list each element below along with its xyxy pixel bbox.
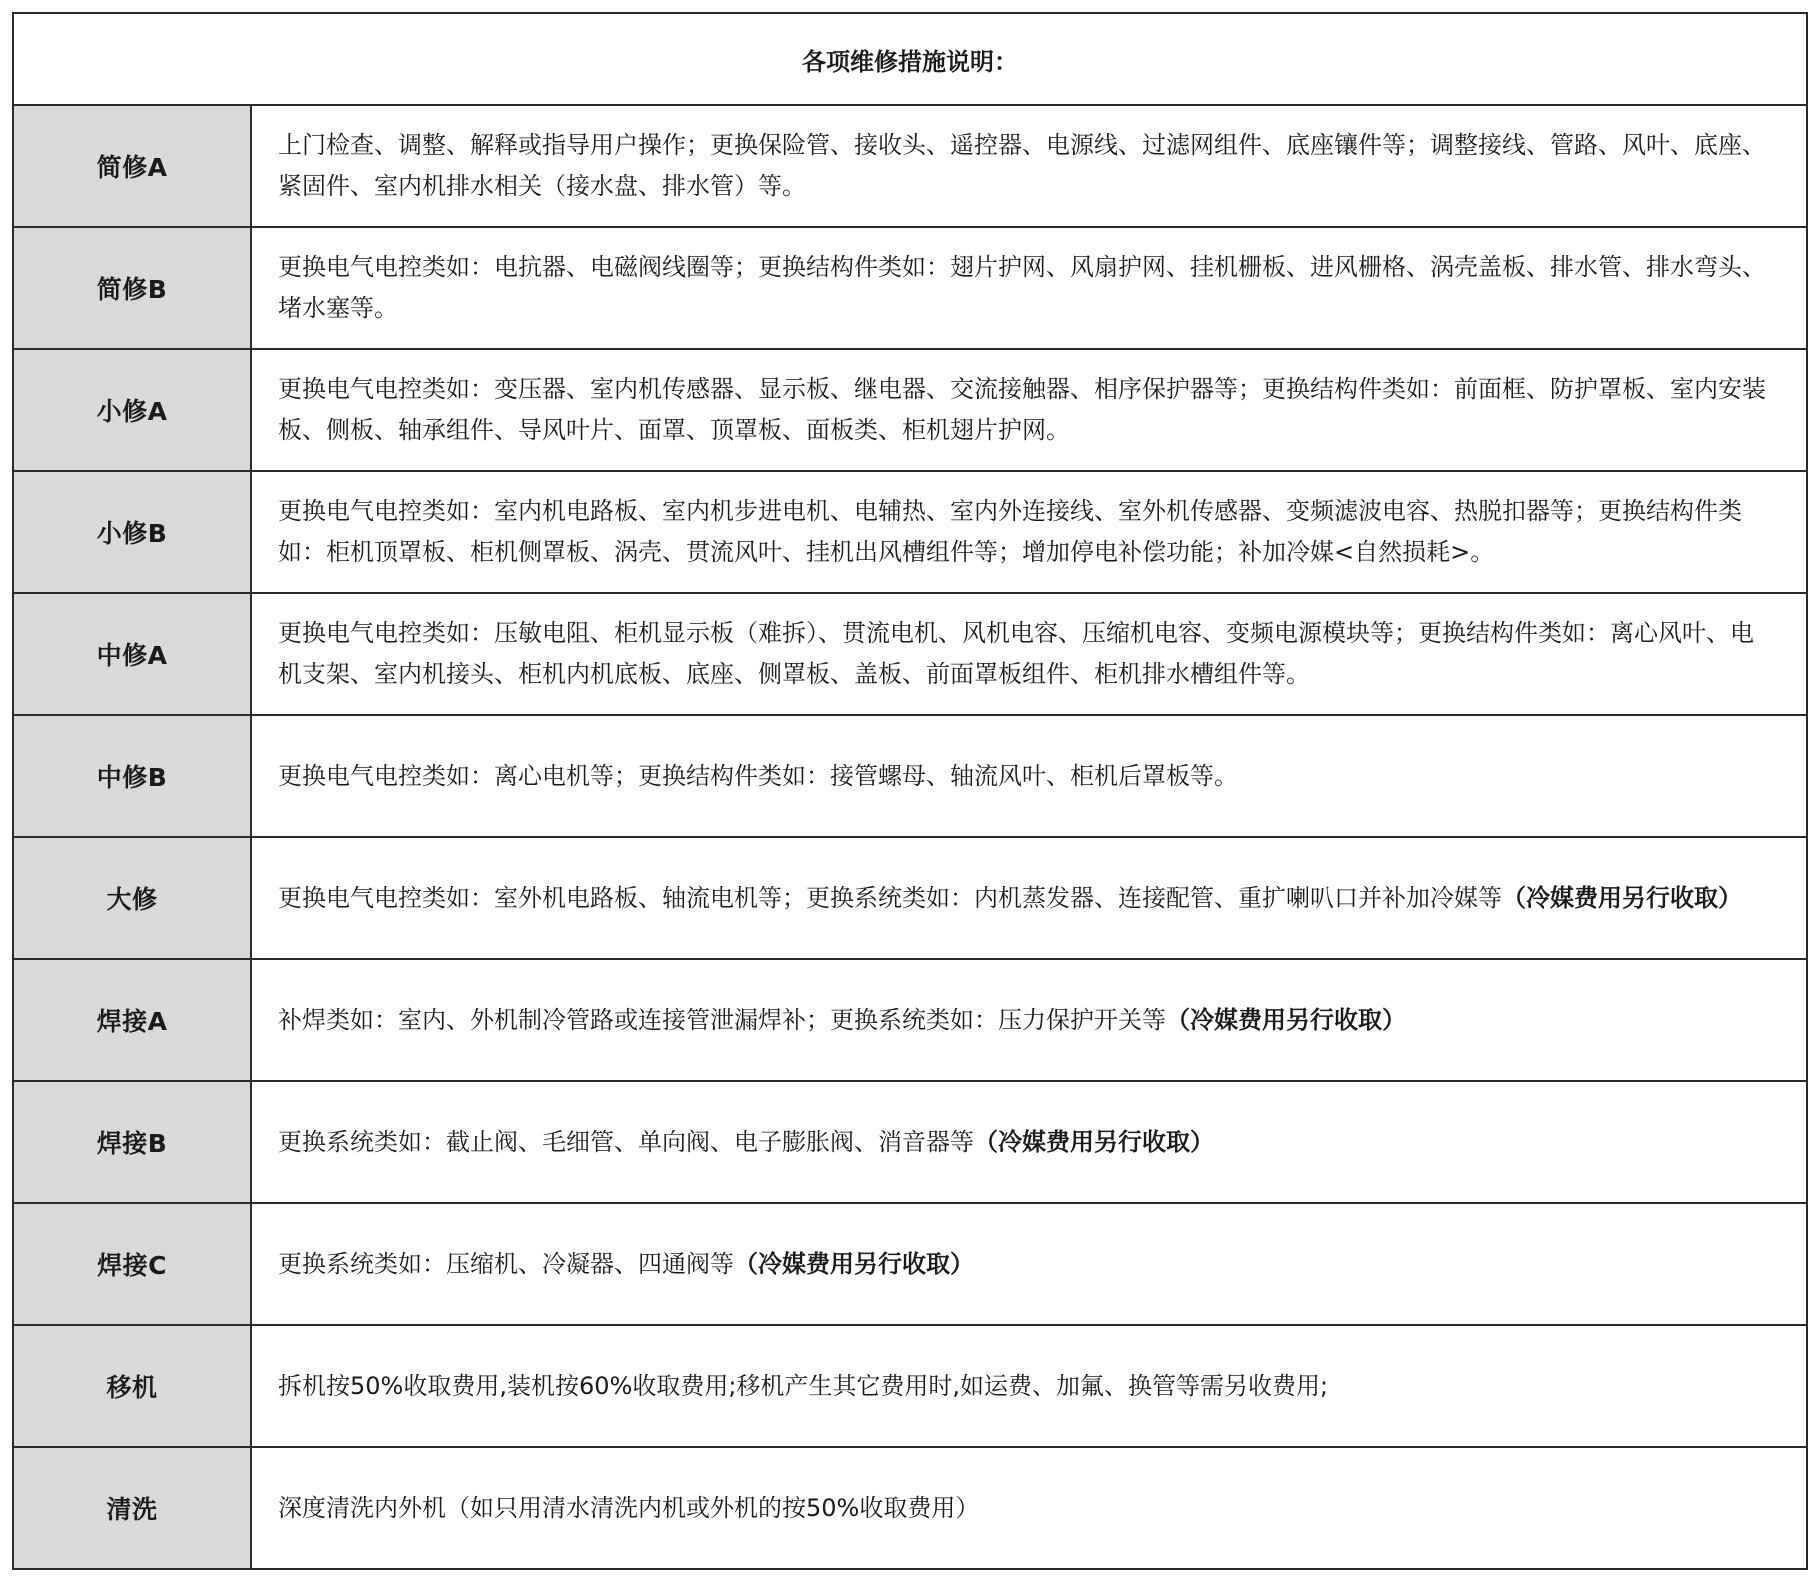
description-text: 拆机按50%收取费用,装机按60%收取费用;移机产生其它费用时,如运费、加氟、换管等需另收费用; [278,1371,1329,1400]
description-text: 上门检查、调整、解释或指导用户操作；更换保险管、接收头、遥控器、电源线、过滤网组件、底座镶件等；调整接线、管路、风叶、底座、紧固件、室内机排水相关（接水盘、排水管）等。 [278,131,1766,200]
row-label: 小修A [13,349,251,471]
row-label: 焊接C [13,1203,251,1325]
table-row [13,105,1807,227]
description-note: （冷媒费用另行收取） [734,1249,974,1278]
table-row [13,837,1807,959]
table-row [13,227,1807,349]
table-row [13,471,1807,593]
row-description [251,105,1807,227]
row-description [251,959,1807,1081]
row-description [251,593,1807,715]
description-text: 更换电气电控类如：电抗器、电磁阀线圈等；更换结构件类如：翅片护网、风扇护网、挂机栅板、进风栅格、涡壳盖板、排水管、排水弯头、堵水塞等。 [278,253,1766,322]
repair-measures-table [12,12,1808,1570]
description-text: 深度清洗内外机（如只用清水清洗内机或外机的按50%收取费用） [278,1493,980,1522]
row-label: 简修B [13,227,251,349]
row-description [251,227,1807,349]
row-label: 中修B [13,715,251,837]
description-text: 更换电气电控类如：压敏电阻、柜机显示板（难拆）、贯流电机、风机电容、压缩机电容、变频电源模块等；更换结构件类如：离心风叶、电机支架、室内机接头、柜机内机底板、底座、侧罩板、盖板、前面罩板组件、柜机排水槽组件等。 [278,619,1754,688]
description-text: 更换电气电控类如：离心电机等；更换结构件类如：接管螺母、轴流风叶、柜机后罩板等。 [278,761,1238,790]
table-row [13,959,1807,1081]
table-row [13,1081,1807,1203]
row-label: 中修A [13,593,251,715]
row-description [251,1081,1807,1203]
description-text: 更换系统类如：截止阀、毛细管、单向阀、电子膨胀阀、消音器等 [278,1127,974,1156]
row-label: 大修 [13,837,251,959]
description-text: 更换系统类如：压缩机、冷凝器、四通阀等 [278,1249,734,1278]
description-note: （冷媒费用另行收取） [1502,883,1742,912]
row-label: 焊接A [13,959,251,1081]
description-text: 补焊类如：室内、外机制冷管路或连接管泄漏焊补；更换系统类如：压力保护开关等 [278,1005,1166,1034]
table-row [13,593,1807,715]
row-description [251,715,1807,837]
description-note: （冷媒费用另行收取） [974,1127,1214,1156]
row-description [251,1447,1807,1569]
description-text: 更换电气电控类如：室外机电路板、轴流电机等；更换系统类如：内机蒸发器、连接配管、重扩喇叭口并补加冷媒等 [278,883,1502,912]
row-description [251,1325,1807,1447]
row-label: 清洗 [13,1447,251,1569]
description-note: （冷媒费用另行收取） [1166,1005,1406,1034]
table-row [13,1447,1807,1569]
table-row [13,715,1807,837]
row-description [251,349,1807,471]
row-label: 焊接B [13,1081,251,1203]
row-description [251,471,1807,593]
row-label: 简修A [13,105,251,227]
description-text: 更换电气电控类如：室内机电路板、室内机步进电机、电辅热、室内外连接线、室外机传感器、变频滤波电容、热脱扣器等；更换结构件类如：柜机顶罩板、柜机侧罩板、涡壳、贯流风叶、挂机出风槽组件等；增加停电补偿功能；补加冷媒<自然损耗>。 [278,497,1742,566]
row-label: 移机 [13,1325,251,1447]
description-text: 更换电气电控类如：变压器、室内机传感器、显示板、继电器、交流接触器、相序保护器等；更换结构件类如：前面框、防护罩板、室内安装板、侧板、轴承组件、导风叶片、面罩、顶罩板、面板类、柜机翅片护网。 [278,375,1766,444]
title-row [13,13,1807,105]
table-row [13,1325,1807,1447]
row-description [251,1203,1807,1325]
table-row [13,349,1807,471]
row-description [251,837,1807,959]
table-title: 各项维修措施说明： [13,13,1807,105]
table-row [13,1203,1807,1325]
row-label: 小修B [13,471,251,593]
